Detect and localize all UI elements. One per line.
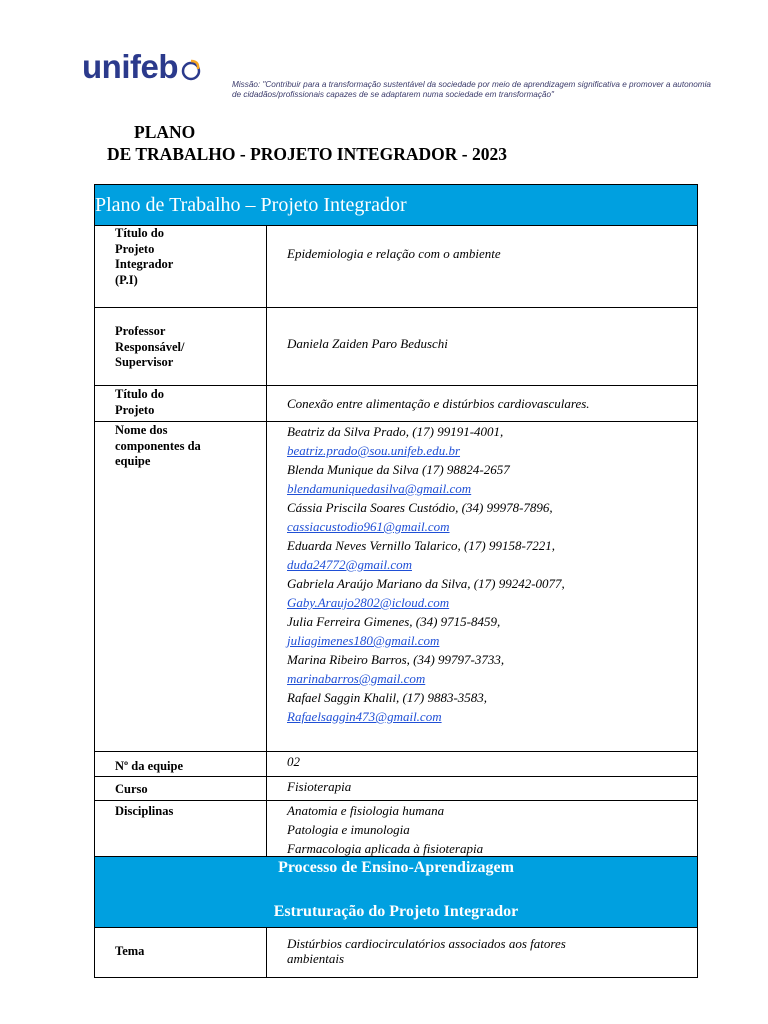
member-email-link[interactable]: duda24772@gmail.com [287, 557, 412, 572]
label-disciplinas: Disciplinas [95, 801, 267, 856]
value-titulo-projeto: Conexão entre alimentação e distúrbios cardiovasculares. [287, 396, 590, 411]
label-line: Projeto [115, 241, 155, 256]
document-title-line2: DE TRABALHO - PROJETO INTEGRADOR - 2023 [107, 144, 507, 164]
label-line: Projeto [115, 402, 155, 417]
member-email-link[interactable]: marinabarros@gmail.com [287, 671, 426, 686]
value-equipe: 02 [287, 754, 300, 769]
member-email-link[interactable]: Gaby.Araujo2802@icloud.com [287, 595, 450, 610]
value-curso: Fisioterapia [287, 779, 352, 794]
member-name: Gabriela Araújo Mariano da Silva, (17) 99242-0077, [287, 576, 565, 591]
label-professor [95, 308, 267, 385]
label-line: Responsável/ [115, 339, 185, 354]
row-equipe [95, 751, 697, 776]
label-line: Integrador [115, 257, 174, 271]
value-professor: Daniela Zaiden Paro Beduschi [287, 336, 448, 351]
row-tema [95, 927, 697, 977]
disciplinas-list [267, 801, 697, 856]
member-name: Cássia Priscila Soares Custódio, (34) 99978-7896, [287, 500, 553, 515]
label-titulo-pi [95, 226, 267, 307]
member-email-link[interactable]: juliagimenes180@gmail.com [287, 633, 440, 648]
member-email-link[interactable]: Rafaelsaggin473@gmail.com [287, 709, 442, 724]
label-equipe: Nº da equipe [95, 752, 267, 776]
row-professor [95, 307, 697, 385]
member-name: Blenda Munique da Silva (17) 98824-2657 [287, 462, 510, 477]
row-disciplinas [95, 800, 697, 856]
member-name: Marina Ribeiro Barros, (34) 99797-3733, [287, 652, 505, 667]
label-line: (P.I) [115, 272, 138, 287]
member-name: Beatriz da Silva Prado, (17) 99191-4001, [287, 424, 504, 439]
member-email-link[interactable]: cassiacustodio961@gmail.com [287, 519, 450, 534]
tema-line: ambientais [287, 951, 345, 966]
member-name: Julia Ferreira Gimenes, (34) 9715-8459, [287, 614, 501, 629]
banner-processo [95, 856, 697, 927]
document-title-line1: PLANO [134, 122, 196, 142]
work-plan-form [94, 184, 698, 978]
label-curso: Curso [95, 777, 267, 800]
label-line: Nome dos [115, 423, 168, 437]
label-line: Supervisor [115, 355, 174, 369]
label-line: Título do [115, 387, 164, 401]
label-line: Professor [115, 324, 166, 338]
unifeb-logo [82, 50, 202, 83]
member-email-link[interactable]: blendamuniquedasilva@gmail.com [287, 481, 472, 496]
label-tema: Tema [95, 928, 267, 977]
value-tema [267, 928, 697, 977]
label-line: componentes da [115, 438, 201, 453]
disciplina-item: Patologia e imunologia [287, 822, 410, 837]
mission-statement: Missão: "Contribuir para a transformação sustentável da sociedade por meio de aprendizagem significativa e promover a autonomia de cidadãos/profissionais capazes de se adaptarem numa sociedade em transformação" [232, 80, 711, 99]
value-titulo-pi: Epidemiologia e relação com o ambiente [287, 246, 501, 261]
member-name: Rafael Saggin Khalil, (17) 9883-3583, [287, 690, 488, 705]
members-list [267, 422, 697, 751]
label-line: equipe [115, 454, 151, 468]
disciplina-item: Farmacologia aplicada à fisioterapia [287, 841, 484, 856]
label-line: Título do [115, 226, 164, 240]
banner-main: Plano de Trabalho – Projeto Integrador [95, 185, 697, 225]
banner-estrutura-title: Estruturação do Projeto Integrador [273, 903, 519, 920]
page-header [82, 50, 722, 100]
label-componentes [95, 422, 267, 751]
document-title [107, 121, 507, 165]
disciplina-item: Anatomia e fisiologia humana [287, 803, 445, 818]
member-name: Eduarda Neves Vernillo Talarico, (17) 99158-7221, [287, 538, 556, 553]
tema-line: Distúrbios cardiocirculatórios associados aos fatores [287, 936, 566, 951]
logo-mark-icon [180, 59, 202, 81]
member-email-link[interactable]: beatriz.prado@sou.unifeb.edu.br [287, 443, 461, 458]
row-titulo-pi [95, 225, 697, 307]
row-titulo-projeto [95, 385, 697, 421]
banner-processo-title: Processo de Ensino-Aprendizagem [278, 859, 514, 876]
row-curso [95, 776, 697, 800]
row-componentes [95, 421, 697, 751]
logo-text: unifeb [82, 48, 178, 85]
label-titulo-projeto [95, 386, 267, 421]
